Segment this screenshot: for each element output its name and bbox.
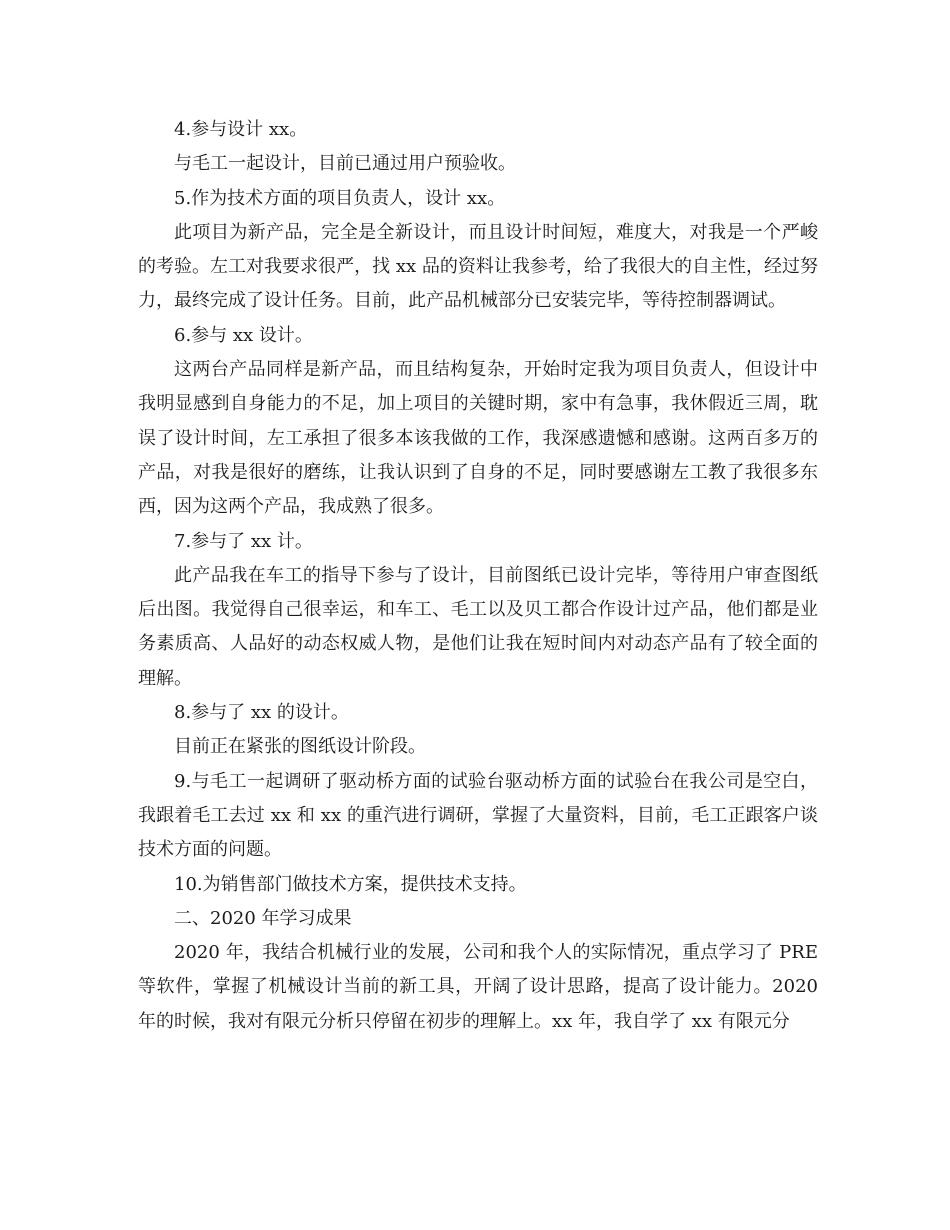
document-body <box>138 113 818 1039</box>
paragraph-item-10: 10.为销售部门做技术方案，提供技术支持。 <box>174 873 527 895</box>
paragraph-item-6: 6.参与 xx 设计。 <box>174 324 313 346</box>
paragraph-item-4-detail: 与毛工一起设计，目前已通过用户预验收。 <box>174 153 516 175</box>
paragraph-item-5: 5.作为技术方面的项目负责人，设计 xx。 <box>174 187 506 209</box>
section-heading: 二、2020 年学习成果 <box>174 907 352 929</box>
paragraph-item-8: 8.参与了 xx 的设计。 <box>174 702 349 724</box>
paragraph-item-9: 9.与毛工一起调研了驱动桥方面的试验台驱动桥方面的试验台在我公司是空白，我跟着毛工去过 xx 和 xx 的重汽进行调研，掌握了大量资料，目前，毛工正跟客户谈技术方面的问题。 <box>138 770 818 861</box>
paragraph-item-6-detail: 这两台产品同样是新产品，而且结构复杂，开始时定我为项目负责人，但设计中我明显感到自身能力的不足，加上项目的关键时期，家中有急事，我休假近三周，耽误了设计时间，左工承担了很多本该我做的工作，我深感遗憾和感谢。这两百多万的产品，对我是很好的磨练，让我认识到了自身的不足，同时要感谢左工教了我很多东西，因为这两个产品，我成熟了很多。 <box>138 359 818 518</box>
paragraph-learning-results: 2020 年，我结合机械行业的发展，公司和我个人的实际情况，重点学习了 PRE 等软件，掌握了机械设计当前的新工具，开阔了设计思路，提高了设计能力。2020 年的时候，我对有限元分析只停留在初步的理解上。xx 年，我自学了 xx 有限元分 <box>138 942 818 1032</box>
paragraph-item-7: 7.参与了 xx 计。 <box>174 530 313 552</box>
paragraph-item-8-detail: 目前正在紧张的图纸设计阶段。 <box>174 736 426 758</box>
paragraph-item-5-detail: 此项目为新产品，完全是全新设计，而且设计时间短，难度大，对我是一个严峻的考验。左工对我要求很严，找 xx 品的资料让我参考，给了我很大的自主性，经过努力，最终完成了设计任务。目前，此产品机械部分已安装完毕，等待控制器调试。 <box>138 221 818 312</box>
paragraph-item-4: 4.参与设计 xx。 <box>174 119 308 140</box>
paragraph-item-7-detail: 此产品我在车工的指导下参与了设计，目前图纸已设计完毕，等待用户审查图纸后出图。我觉得自己很幸运，和车工、毛工以及贝工都合作设计过产品，他们都是业务素质高、人品好的动态权威人物，是他们让我在短时间内对动态产品有了较全面的理解。 <box>138 564 818 689</box>
